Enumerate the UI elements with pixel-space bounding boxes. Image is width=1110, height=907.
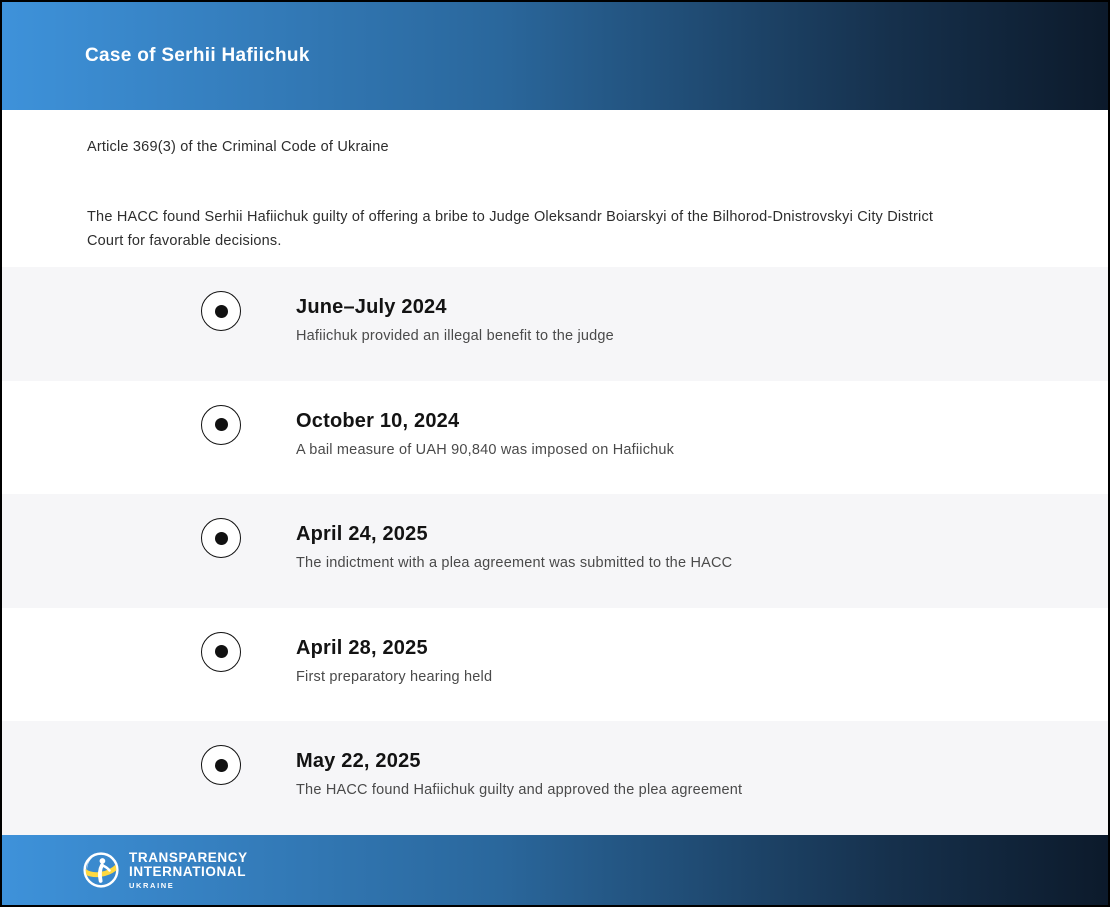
case-description: The HACC found Serhii Hafiichuk guilty of offering a bribe to Judge Oleksandr Boiarskyi of the Bilhorod-Dnistrovskyi City District Court for favorable decisions. bbox=[87, 209, 934, 249]
timeline-dot-icon bbox=[215, 532, 228, 545]
timeline-marker-icon bbox=[201, 632, 241, 672]
event-description: A bail measure of UAH 90,840 was imposed on Hafiichuk bbox=[296, 441, 675, 458]
timeline-dot-icon bbox=[215, 759, 228, 772]
logo-line-transparency: TRANSPARENCY bbox=[129, 849, 248, 865]
event-date: June–July 2024 bbox=[296, 296, 447, 318]
timeline-marker-icon bbox=[201, 405, 241, 445]
timeline-event-row bbox=[2, 608, 1108, 722]
timeline-marker-icon bbox=[201, 518, 241, 558]
timeline-dot-icon bbox=[215, 645, 228, 658]
event-date: May 22, 2025 bbox=[296, 750, 421, 773]
event-description: Hafiichuk provided an illegal benefit to the judge bbox=[296, 328, 614, 344]
intro-section bbox=[2, 110, 1108, 267]
timeline bbox=[2, 267, 1108, 835]
event-date: April 24, 2025 bbox=[296, 523, 428, 546]
timeline-event-content bbox=[296, 637, 1068, 685]
event-description: The indictment with a plea agreement was submitted to the HACC bbox=[296, 555, 733, 572]
footer-bar bbox=[2, 835, 1108, 905]
timeline-dot-icon bbox=[215, 418, 228, 431]
timeline-event-content bbox=[296, 296, 1068, 344]
timeline-event-row bbox=[2, 494, 1108, 608]
event-description: First preparatory hearing held bbox=[296, 668, 493, 685]
event-description: The HACC found Hafiichuk guilty and approved the plea agreement bbox=[296, 782, 743, 799]
timeline-event-content bbox=[296, 523, 1068, 571]
timeline-marker-icon bbox=[201, 291, 241, 331]
timeline-event-content bbox=[296, 750, 1068, 798]
event-date: October 10, 2024 bbox=[296, 409, 460, 432]
timeline-event-content bbox=[296, 410, 1068, 458]
logo-wordmark bbox=[129, 851, 248, 890]
transparency-international-logo bbox=[82, 851, 248, 890]
event-date: April 28, 2025 bbox=[296, 636, 428, 659]
timeline-marker-icon bbox=[201, 745, 241, 785]
timeline-event-row bbox=[2, 721, 1108, 835]
timeline-event-row bbox=[2, 267, 1108, 381]
transparency-international-globe-icon bbox=[82, 851, 120, 889]
logo-line-international: INTERNATIONAL bbox=[129, 864, 247, 879]
header-bar bbox=[2, 2, 1108, 110]
criminal-code-article: Article 369(3) of the Criminal Code of Ukraine bbox=[87, 139, 389, 155]
logo-line-ukraine: UKRAINE bbox=[129, 880, 175, 890]
timeline-event-row bbox=[2, 381, 1108, 495]
timeline-dot-icon bbox=[215, 305, 228, 318]
page-title: Case of Serhii Hafiichuk bbox=[85, 45, 310, 66]
